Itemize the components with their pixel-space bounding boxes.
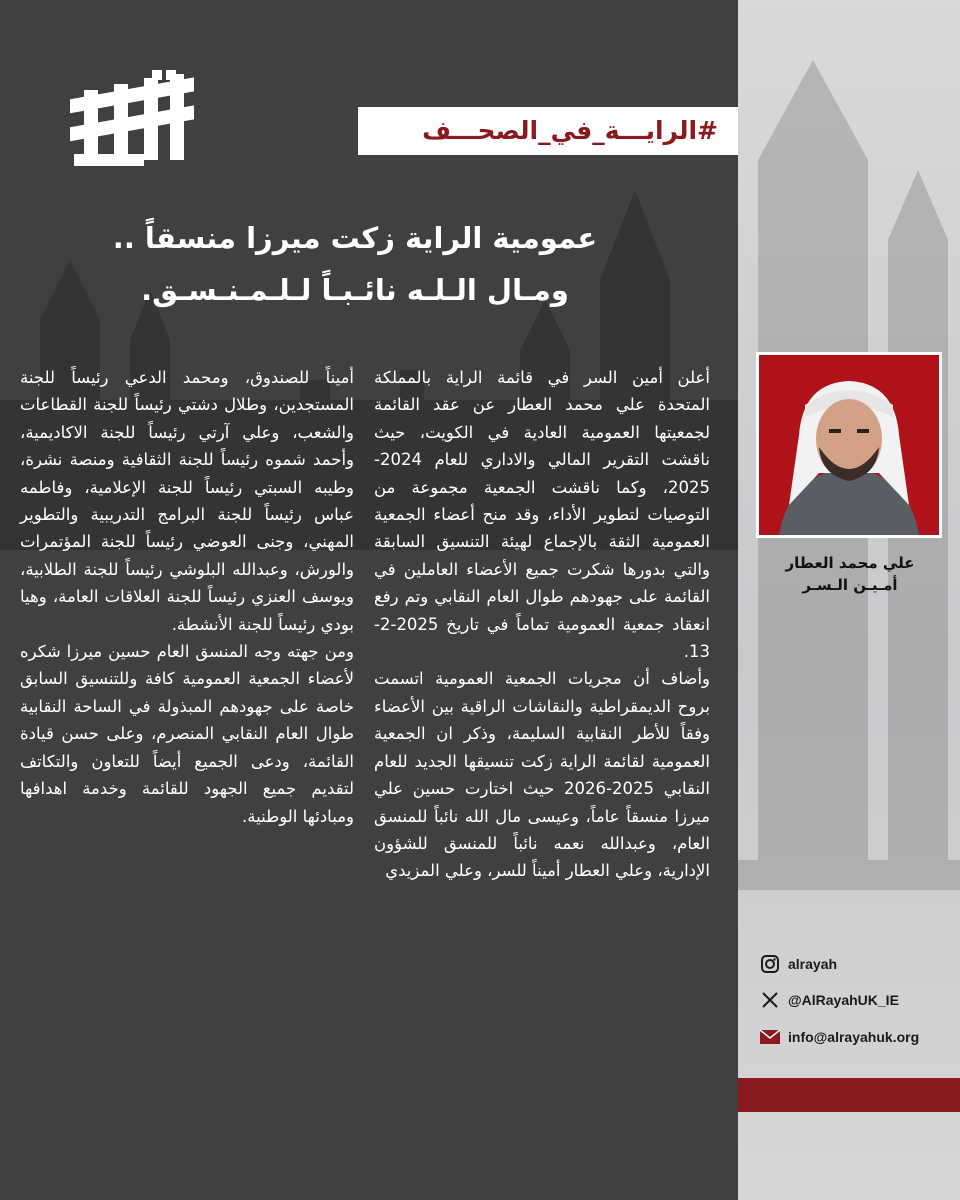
tower-bridge-background [738, 0, 960, 1200]
alrayah-logo [66, 70, 198, 174]
contact-x[interactable] [760, 988, 950, 1012]
x-icon [760, 990, 780, 1010]
portrait-illustration [759, 355, 939, 535]
side-panel [738, 0, 960, 1200]
person-name: علي محمد العطار [785, 554, 915, 572]
hashtag-banner: #الرايـــة_في_الصحـــف [358, 107, 738, 155]
article-paragraph: وأضاف أن مجريات الجمعية العمومية اتسمت بروح الديمقراطية والنقاشات الراقية بين الأعضاء وفقاً للأطر النقابية السليمة، وذكر ان الجمعية العمومية لقائمة الراية زكت تنسيقها الجديد للعام النقابي 2025-2026 حيث اختارت حسين علي ميرزا منسقاً عاماً، وعيسى مال الله نائباً للمنسق العام، وعبدالله نعمه نائباً للمنسق للشؤون الإدارية، وعلي العطار أميناً للسر، وعلي المزيدي [374, 669, 710, 881]
article-column-right [374, 364, 710, 885]
email-address[interactable]: info@alrayahuk.org [788, 1029, 920, 1045]
article-paragraph: أعلن أمين السر في قائمة الراية بالمملكة المتحدة علي محمد العطار عن عقد القائمة لجمعيتها العمومية العادية في الكويت، حيث ناقشت التقرير المالي والاداري للعام 2024-2025، وكما ناقشت الجمعية مجموعة من التوصيات لتطوير الأداء، وقد منح أعضاء الجمعية العمومية الثقة بالإجماع لهيئة التنسيق السابقة والتي بدورها شكرت جميع الأعضاء العاملين في القائمة على جهودهم طوال العام النقابي وتم رفع انعقاد جمعية العمومية تماماً في تاريخ 2025-2-13. [374, 368, 710, 662]
headline-line-2: ومـال الـلـه نائـبـاً لـلـمـنـسـق. [141, 273, 569, 307]
person-portrait [759, 355, 939, 535]
person-caption [760, 552, 940, 596]
contact-instagram[interactable] [760, 952, 950, 976]
headline [100, 212, 610, 316]
article-column-left [20, 364, 354, 830]
x-handle[interactable]: @AlRayahUK_IE [788, 992, 899, 1008]
headline-line-1: عمومية الراية زكت ميرزا منسقاً .. [112, 221, 598, 255]
person-role: أمـيـن الـسـر [802, 576, 898, 594]
accent-strip [738, 1078, 960, 1112]
instagram-icon [760, 954, 780, 974]
article-paragraph: أميناً للصندوق، ومحمد الدعي رئيساً للجنة المستجدين، وطلال دشتي رئيساً للجنة القطاعات والشعب، وعلي آرتي رئيساً للجنة الاكاديمية، وأحمد شموه رئيساً للجنة الثقافية ومنصة نشرة، وطيبه السبتي رئيساً للجنة الإعلامية، وفاطمه عباس رئيساً للجنة البرامج التدريبية والتطوير المهني، وجنى العوضي رئيساً للجنة المؤتمرات والورش، وعبدالله البلوشي رئيساً للجنة الطلابية، ويوسف العنزي رئيساً للجنة العلاقات العامة، وهيا بودي رئيساً للجنة الأنشطة. [20, 368, 354, 634]
contact-email[interactable] [760, 1025, 950, 1049]
mail-icon [760, 1027, 780, 1047]
article-paragraph: ومن جهته وجه المنسق العام حسين ميرزا شكره لأعضاء الجمعية العمومية كافة وللتنسيق السابق خاصة على جهودهم المبذولة في الساحة النقابية طوال العام النقابي المنصرم، وعلى حسن قيادة القائمة، ودعى الجميع أيضاً للتعاون والتكاتف لتقديم جميع الجهود للقائمة وخدمة اهدافها ومبادئها الوطنية. [20, 642, 354, 826]
instagram-handle[interactable]: alrayah [788, 956, 838, 972]
person-photo [756, 352, 942, 538]
